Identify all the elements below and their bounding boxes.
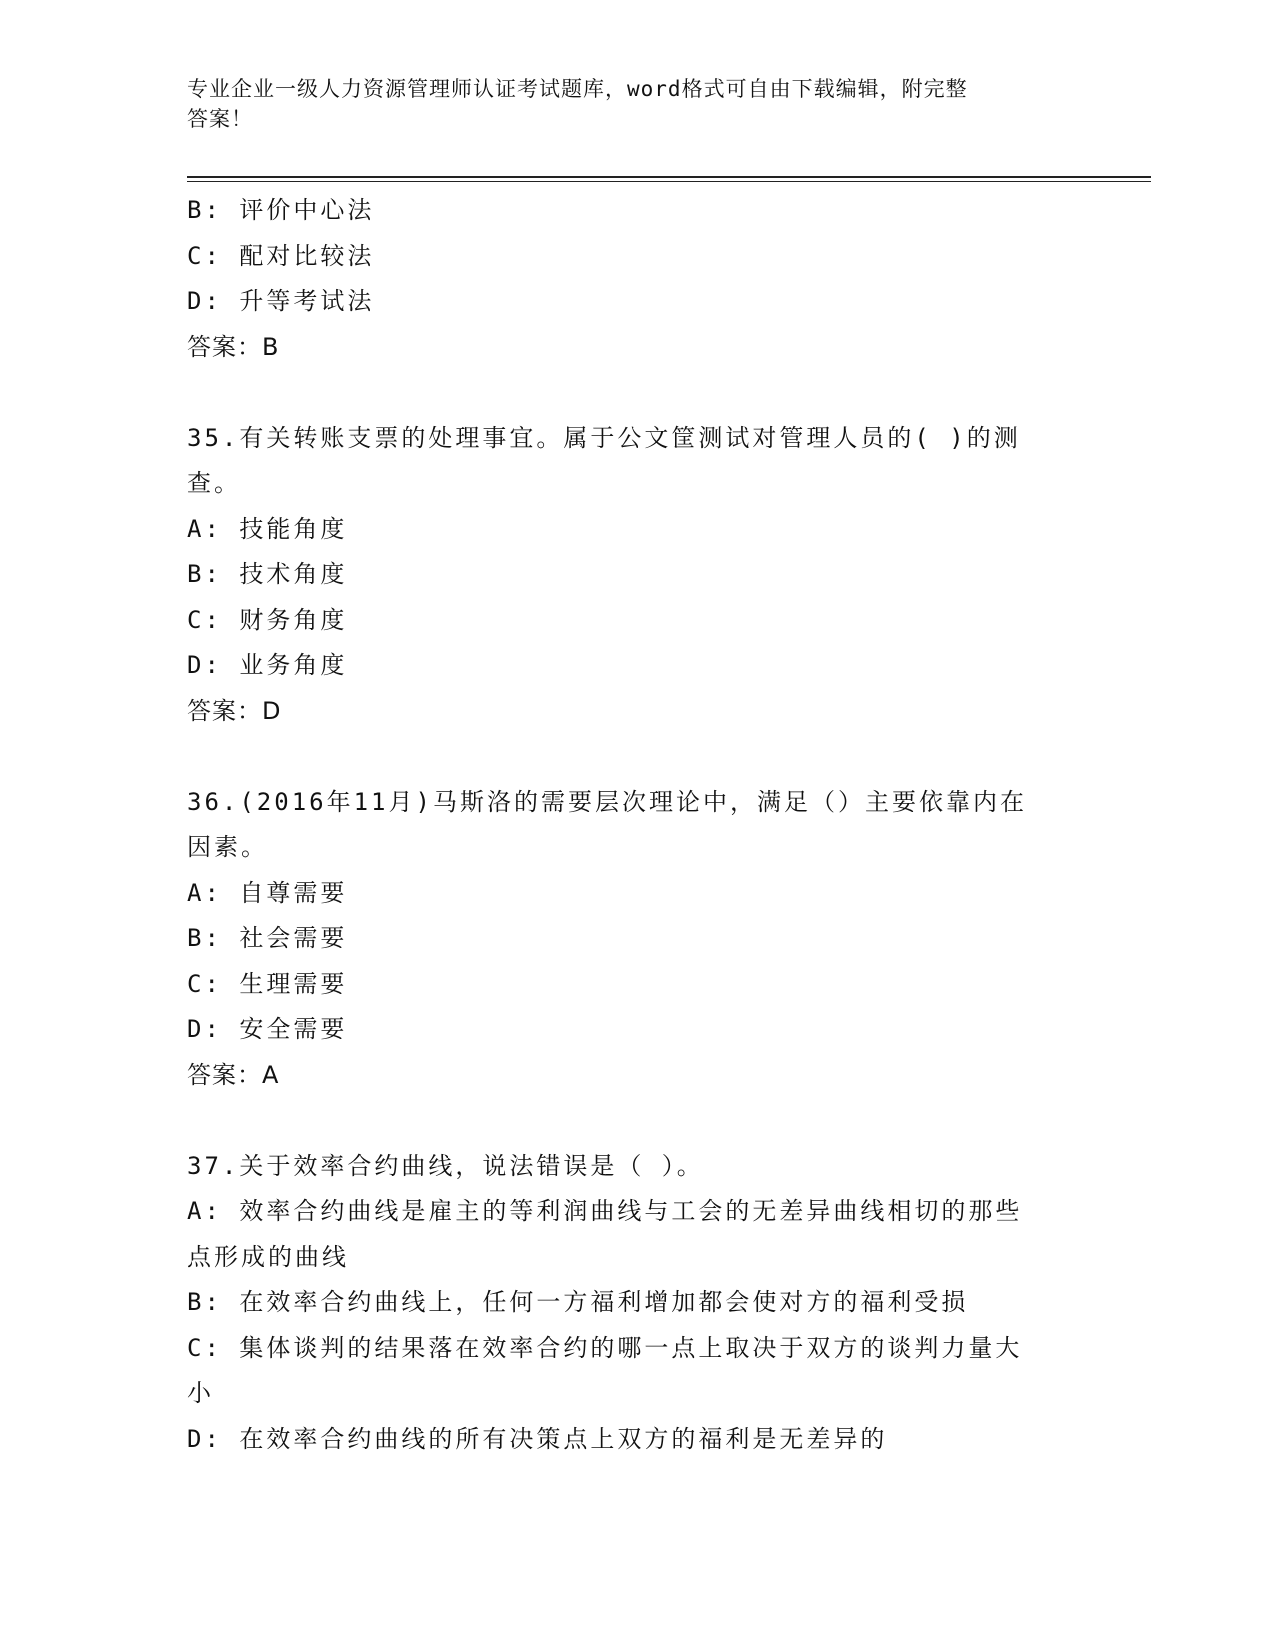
option-c-line-1: C: 集体谈判的结果落在效率合约的哪一点上取决于双方的谈判力量大 (187, 1333, 1023, 1362)
answer-label: 答案：B (187, 332, 280, 361)
question-stem-line-1: 35.有关转账支票的处理事宜。属于公文筐测试对管理人员的( )的测 (187, 423, 1021, 452)
option-d: D: 升等考试法 (187, 287, 375, 315)
option-d: D: 安全需要 (187, 1015, 348, 1043)
question-list (187, 188, 1087, 1462)
option-c-line-2: 小 (187, 1379, 214, 1407)
document-header (187, 74, 1067, 134)
option-c: C: 财务角度 (187, 605, 348, 634)
option-b: B: 社会需要 (187, 924, 348, 952)
option-c: C: 配对比较法 (187, 241, 375, 270)
question-stem-line-2: 查。 (187, 469, 241, 497)
answer-label: 答案：D (187, 696, 282, 725)
question-stem-line-1: 36.(2016年11月)马斯洛的需要层次理论中，满足（）主要依靠内在 (187, 787, 1027, 816)
header-divider-thick (187, 176, 1151, 178)
header-line-1: 专业企业一级人力资源管理师认证考试题库，word格式可自由下载编辑，附完整 (187, 77, 968, 101)
option-a: A: 技能角度 (187, 514, 348, 543)
option-b: B: 技术角度 (187, 560, 348, 588)
option-b: B: 评价中心法 (187, 196, 375, 224)
answer-label: 答案：A (187, 1060, 280, 1089)
header-line-2: 答案！ (187, 107, 253, 131)
question-35 (187, 416, 1087, 735)
option-d: D: 业务角度 (187, 651, 348, 679)
question-37 (187, 1144, 1087, 1463)
question-stem: 37.关于效率合约曲线，说法错误是（ ）。 (187, 1151, 704, 1180)
option-b: B: 在效率合约曲线上，任何一方福利增加都会使对方的福利受损 (187, 1288, 969, 1316)
option-a: A: 自尊需要 (187, 878, 348, 907)
option-d: D: 在效率合约曲线的所有决策点上双方的福利是无差异的 (187, 1424, 888, 1453)
question-36 (187, 780, 1087, 1099)
header-divider-thin (187, 181, 1151, 182)
option-a-line-1: A: 效率合约曲线是雇主的等利润曲线与工会的无差异曲线相切的那些 (187, 1197, 1023, 1225)
option-a-line-2: 点形成的曲线 (187, 1242, 349, 1271)
option-c: C: 生理需要 (187, 969, 348, 998)
question-stem-line-2: 因素。 (187, 833, 268, 861)
question-34 (187, 188, 1087, 370)
